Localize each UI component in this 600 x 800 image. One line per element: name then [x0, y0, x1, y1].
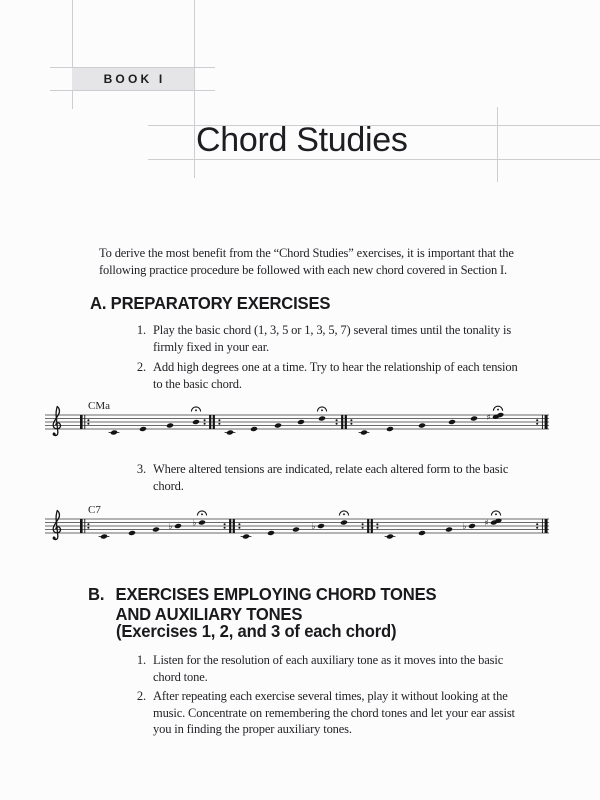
item-line: you in finding the proper auxiliary tones. — [153, 722, 352, 736]
item-number: 2. — [136, 689, 146, 703]
heading-line: AND AUXILIARY TONES — [115, 604, 303, 624]
music-staff-c7 — [44, 502, 550, 550]
list-item — [132, 652, 515, 685]
section-b-heading — [88, 584, 436, 624]
grid-line-vertical-1 — [72, 0, 73, 109]
item-number: 1. — [136, 653, 146, 667]
item-line: Where altered tensions are indicated, relate each altered form to the basic — [153, 462, 509, 476]
item-number: 3. — [136, 462, 146, 476]
item-line: Add high degrees one at a time. Try to hear the relationship of each tension — [153, 360, 518, 374]
item-line: firmly fixed in your ear. — [153, 340, 270, 354]
item-line: Play the basic chord (1, 3, 5 or 1, 3, 5, 7) several times until the tonality is — [153, 323, 512, 337]
intro-line: following practice procedure be followed with each new chord covered in Section I. — [99, 263, 508, 277]
section-b-list — [132, 652, 515, 738]
section-a-item-3 — [132, 461, 508, 495]
item-text — [153, 652, 503, 685]
item-text — [153, 322, 511, 356]
item-line: to the basic chord. — [153, 377, 242, 391]
svg-text:♯: ♯ — [486, 412, 491, 423]
book-label-box — [72, 68, 194, 90]
list-item — [132, 461, 508, 495]
item-text — [153, 688, 515, 738]
list-item — [132, 322, 518, 356]
svg-text:♭: ♭ — [168, 522, 173, 532]
list-item — [132, 688, 515, 738]
svg-text:♭: ♭ — [462, 522, 467, 532]
svg-text:♭: ♭ — [192, 518, 197, 529]
section-b-heading-lines — [116, 584, 437, 624]
list-item — [132, 359, 518, 393]
grid-line-horizontal-4 — [148, 159, 600, 160]
grid-line-vertical-2 — [194, 0, 195, 178]
book-label: BOOK I — [103, 72, 166, 86]
intro-line: To derive the most benefit from the “Chord Studies” exercises, it is important that the — [99, 246, 514, 260]
item-text — [153, 359, 518, 393]
item-line: music. Concentrate on remembering the chord tones and let your ear assist — [153, 705, 515, 720]
item-line: chord tone. — [153, 669, 208, 684]
grid-line-horizontal-2 — [50, 90, 215, 91]
item-number: 1. — [136, 323, 146, 337]
svg-text:CMa: CMa — [88, 400, 110, 412]
item-line: Listen for the resolution of each auxiliary tone as it moves into the basic — [153, 653, 504, 667]
section-a-heading: A. PREPARATORY EXERCISES — [90, 293, 331, 313]
grid-line-vertical-3 — [497, 107, 498, 182]
section-b-heading-prefix: B. — [88, 584, 105, 604]
item-line: After repeating each exercise several times, play it without looking at the — [153, 689, 508, 703]
intro-paragraph — [99, 245, 514, 279]
item-number: 2. — [136, 360, 146, 374]
svg-text:♭: ♭ — [311, 522, 316, 532]
section-b-subheading: (Exercises 1, 2, and 3 of each chord) — [116, 621, 397, 641]
heading-line: EXERCISES EMPLOYING CHORD TONES — [115, 584, 437, 604]
page-title: Chord Studies — [196, 121, 408, 159]
svg-text:C7: C7 — [88, 504, 101, 516]
svg-text:♯: ♯ — [484, 518, 489, 529]
item-text — [153, 461, 508, 495]
section-a-list — [132, 322, 518, 393]
item-line: chord. — [153, 479, 184, 493]
music-staff-cma — [44, 398, 550, 446]
